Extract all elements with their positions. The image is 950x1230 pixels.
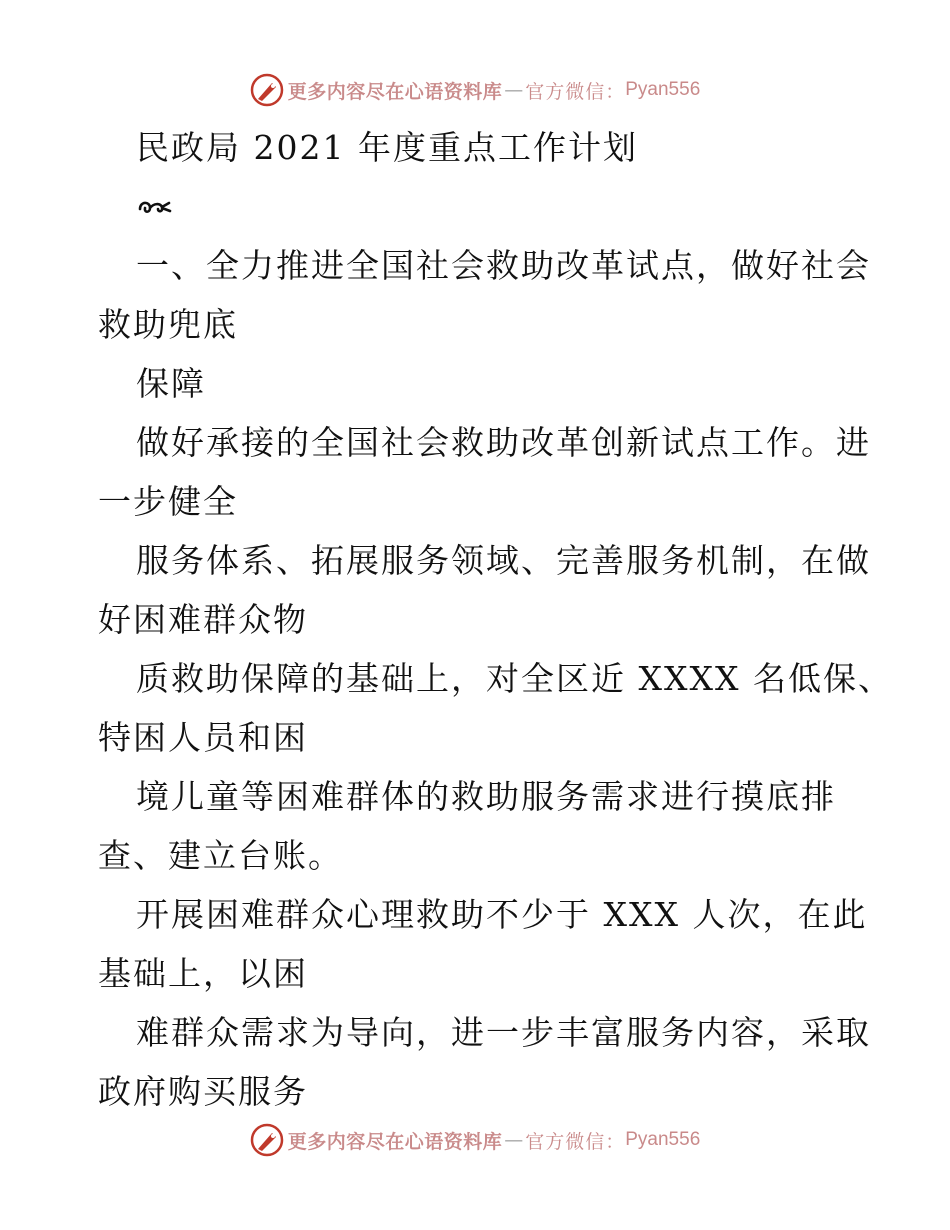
text-line: 基础上，以困 [98, 954, 308, 993]
footer-banner [0, 1120, 950, 1160]
footer-separator: — [504, 1129, 524, 1151]
text-line: 一步健全 [98, 482, 238, 521]
text-line: 查、建立台账。 [98, 836, 343, 875]
text-line: 一、全力推进全国社会救助改革试点，做好社会 [136, 246, 871, 285]
text-line: 开展困难群众心理救助不少于 XXX 人次，在此 [136, 895, 868, 934]
text-line: 特困人员和困 [98, 718, 308, 757]
header-site-text: 更多内容尽在心语资料库 [287, 80, 503, 103]
text-line: 救助兜底 [98, 305, 238, 344]
text-line: 难群众需求为导向，进一步丰富服务内容，采取 [136, 1013, 871, 1052]
text-line: 保障 [136, 364, 206, 403]
footer-site-text: 更多内容尽在心语资料库 [287, 1130, 503, 1153]
document-body [98, 118, 893, 1121]
header-banner [0, 70, 950, 110]
text-line: 境儿童等困难群体的救助服务需求进行摸底排 [136, 777, 836, 816]
header-separator: — [504, 79, 524, 101]
ornament-divider [98, 177, 858, 236]
text-line: 服务体系、拓展服务领域、完善服务机制，在做 [136, 541, 871, 580]
page-title: 民政局 2021 年度重点工作计划 [136, 128, 638, 167]
footer-wechat-label: 官方微信： [525, 1130, 626, 1153]
header-wechat-id: Pyan556 [625, 79, 701, 100]
header-wechat-label: 官方微信： [525, 80, 626, 103]
footer-wechat-id: Pyan556 [625, 1129, 701, 1150]
text-line: 质救助保障的基础上，对全区近 XXXX 名低保、 [136, 659, 893, 698]
text-line: 做好承接的全国社会救助改革创新试点工作。进 [136, 423, 871, 462]
flourish-ornament-icon [136, 195, 172, 219]
text-line: 好困难群众物 [98, 600, 308, 639]
pen-nib-logo-icon [250, 1123, 284, 1157]
text-line: 政府购买服务 [98, 1072, 308, 1111]
pen-nib-logo-icon [250, 73, 284, 107]
